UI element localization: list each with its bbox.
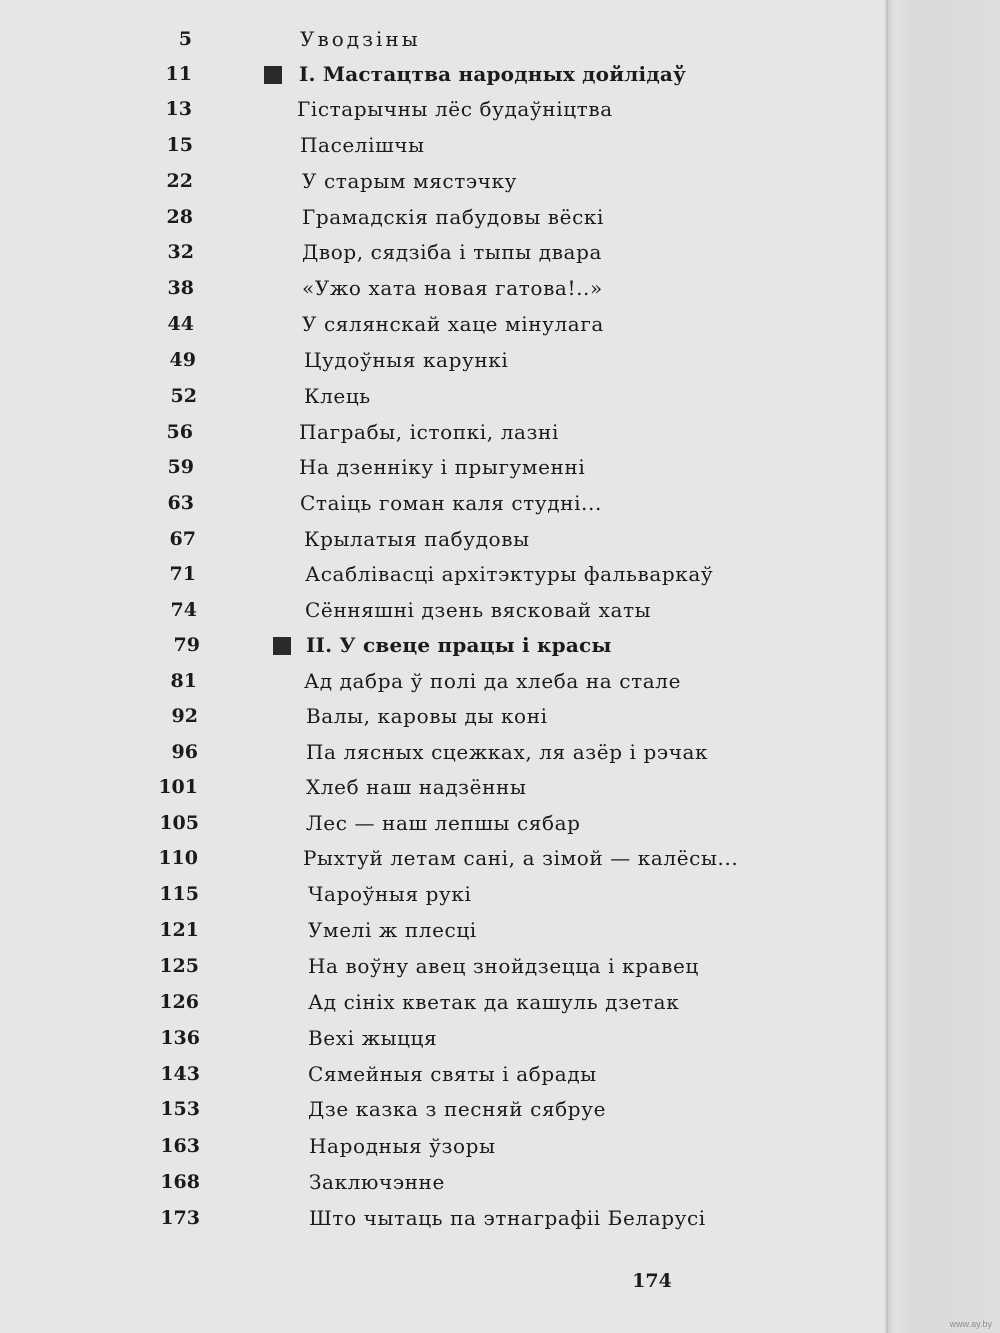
toc-page-number: 38 [167,277,194,299]
section-title: I. Мастацтва народных дойлідаў [299,62,687,86]
toc-page-number: 71 [169,563,196,585]
toc-entry [0,1021,888,1055]
toc-title: Стаіць гоман каля студні... [300,491,602,515]
toc-page-number: 173 [160,1207,200,1229]
toc-title: Па лясных сцежках, ля азёр і рэчак [306,740,709,764]
toc-page-number: 28 [166,206,193,228]
toc-entry [0,664,888,698]
toc-entry [0,699,888,733]
toc-page-number: 163 [160,1135,200,1157]
toc-page-number: 56 [166,421,193,443]
toc-entry-intro [0,22,888,56]
facing-page-edge [888,0,1000,1333]
page-number: 174 [632,1270,672,1292]
toc-entry [0,415,888,449]
toc-title: Сямейныя святы і абрады [308,1062,597,1086]
toc-entry [0,913,888,947]
toc-page-number: 125 [159,955,199,977]
toc-page-number: 79 [173,634,200,656]
toc-title: На воўну авец знойдзецца і кравец [308,954,699,978]
toc-title: Лес — наш лепшы сябар [306,811,581,835]
toc-page-number: 5 [178,28,192,50]
toc-entry [0,1092,888,1126]
toc-title: Клець [304,384,371,408]
toc-entry [0,593,888,627]
toc-entry [0,235,888,269]
toc-entry [0,128,888,162]
toc-entry [0,1201,888,1235]
toc-page-number: 143 [160,1063,200,1085]
toc-entry [0,271,888,305]
toc-title: У сялянскай хаце мінулага [302,312,604,336]
toc-page-number: 126 [159,991,199,1013]
section-square-icon [273,637,291,655]
toc-title: Умелі ж плесці [308,918,477,942]
toc-title: Уводзіны [300,27,421,51]
toc-page-number: 59 [167,456,194,478]
toc-page-number: 105 [159,812,199,834]
toc-entry [0,877,888,911]
toc-title: Вехі жыцця [308,1026,438,1050]
toc-entry [0,841,888,875]
toc-entry [0,985,888,1019]
toc-title: Грамадскія пабудовы вёскі [302,205,604,229]
toc-page-number: 96 [171,741,198,763]
toc-title: Асаблівасці архітэктуры фальваркаў [305,562,714,586]
toc-section-1 [0,57,888,91]
toc-page-number: 11 [165,63,192,85]
toc-title: Цудоўныя карункі [304,348,509,372]
toc-entry [0,486,888,520]
toc-title: Крылатыя пабудовы [304,527,530,551]
toc-page-number: 136 [160,1027,200,1049]
toc-entry [0,949,888,983]
toc-title: Ад сініх кветак да кашуль дзетак [308,990,680,1014]
toc-page-number: 67 [169,528,196,550]
toc-title: Сённяшні дзень вясковай хаты [305,598,652,622]
watermark: www.ay.by [949,1319,992,1329]
toc-title: Паселішчы [300,133,425,157]
toc-entry [0,1165,888,1199]
toc-page-number: 13 [165,98,192,120]
toc-title: Чароўныя рукі [308,882,472,906]
toc-title: Хлеб наш надзённы [306,775,527,799]
toc-title: Рыхтуй летам сані, а зімой — калёсы... [303,846,739,870]
toc-page-number: 101 [158,776,198,798]
toc-page-number: 110 [158,847,198,869]
toc-page-number: 63 [167,492,194,514]
toc-page-number: 22 [166,170,193,192]
toc-title: Валы, каровы ды коні [306,704,548,728]
toc-title: Што чытаць па этнаграфіі Беларусі [309,1206,706,1230]
toc-entry [0,1057,888,1091]
toc-page-number: 92 [171,705,198,727]
toc-title: Ад дабра ў полі да хлеба на стале [304,669,682,693]
toc-section-2 [0,628,888,662]
toc-title: У старым мястэчку [302,169,517,193]
toc-entry [0,307,888,341]
toc-entry [0,1129,888,1163]
toc-entry [0,200,888,234]
section-square-icon [264,66,282,84]
toc-title: Дзе казка з песняй сябруе [308,1097,607,1121]
toc-entry [0,164,888,198]
toc-entry [0,735,888,769]
toc-entry [0,343,888,377]
toc-page-number: 153 [160,1098,200,1120]
toc-title: Двор, сядзіба і тыпы двара [302,240,603,264]
toc-entry [0,450,888,484]
toc-title: «Ужо хата новая гатова!..» [302,276,603,300]
toc-title: Паграбы, істопкі, лазні [299,420,559,444]
toc-title: Заключэнне [309,1170,445,1194]
toc-page-number: 44 [167,313,194,335]
toc-entry [0,557,888,591]
toc-page-number: 121 [159,919,199,941]
toc-page-number: 81 [170,670,197,692]
toc-page-number: 49 [169,349,196,371]
toc-title: На дзенніку і прыгуменні [299,455,586,479]
toc-page-number: 115 [159,883,199,905]
toc-title: Гістарычны лёс будаўніцтва [297,97,613,121]
toc-page-number: 15 [166,134,193,156]
toc-page-number: 74 [170,599,197,621]
toc-page-number: 168 [160,1171,200,1193]
toc-page-number: 32 [167,241,194,263]
section-title: II. У свеце працы і красы [306,633,612,657]
toc-entry [0,522,888,556]
toc-page-number: 52 [170,385,197,407]
toc-title: Народныя ўзоры [309,1134,496,1158]
toc-entry [0,379,888,413]
toc-entry [0,806,888,840]
toc-entry [0,92,888,126]
toc-entry [0,770,888,804]
